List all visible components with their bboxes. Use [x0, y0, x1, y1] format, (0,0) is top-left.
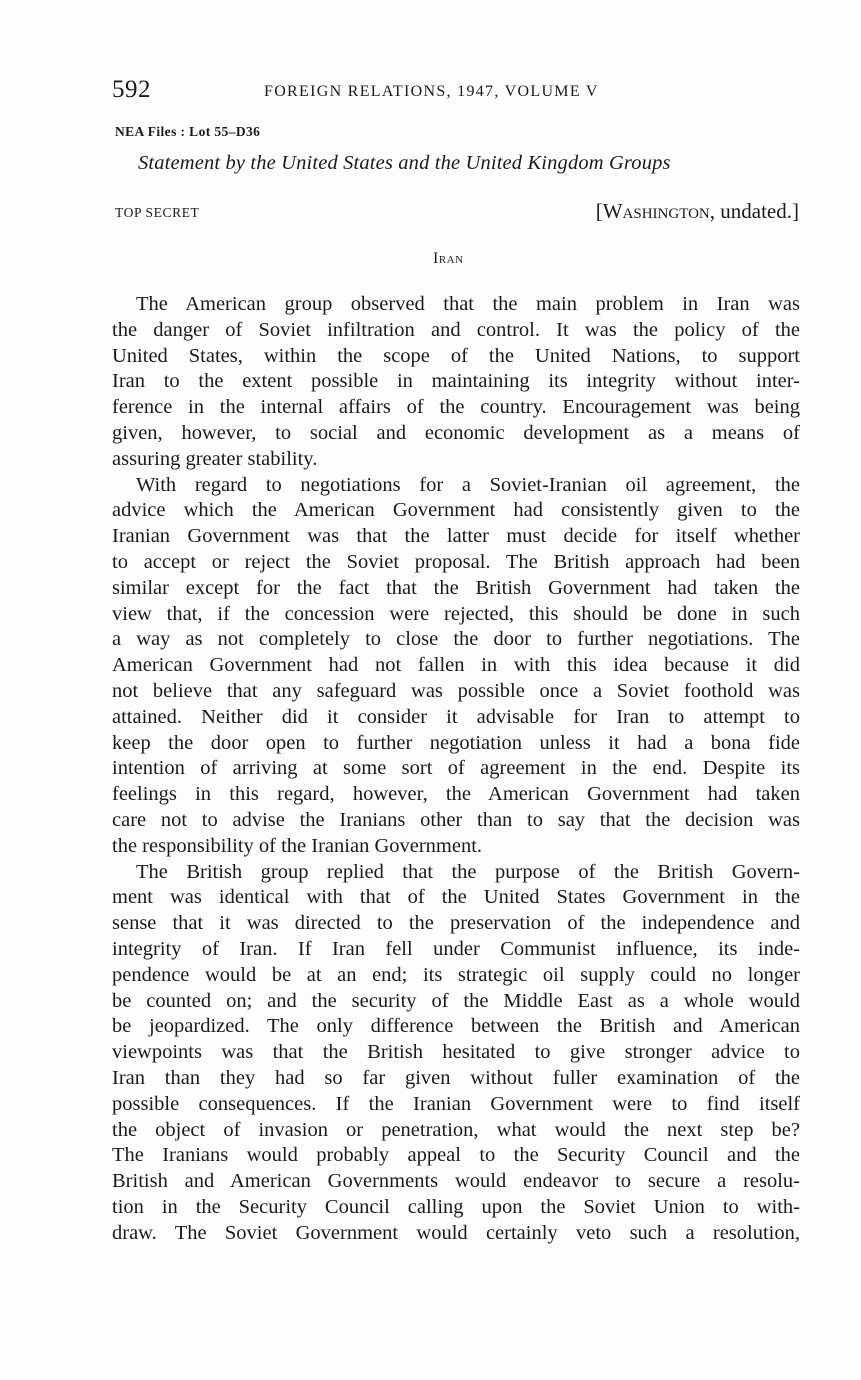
running-head: FOREIGN RELATIONS, 1947, VOLUME V	[264, 83, 599, 100]
body-text	[112, 292, 800, 1246]
paragraph-line: attained. Neither did it consider it advisable for Iran to attempt to	[112, 705, 800, 728]
paragraph-line: the object of invasion or penetration, what would the next step be?	[112, 1118, 800, 1141]
paragraph-line: Iran to the extent possible in maintaining its integrity without inter-	[112, 370, 800, 393]
paragraph-line: keep the door open to further negotiation unless it had a bona fide	[112, 731, 800, 754]
paragraph-line: British and American Governments would endeavor to secure a resolu-	[112, 1170, 800, 1193]
paragraph-line: the responsibility of the Iranian Government.	[112, 834, 483, 857]
paragraph-line: a way as not completely to close the door to further negotiations. The	[112, 628, 800, 651]
section-heading: Iran	[433, 250, 464, 267]
paragraph-line: draw. The Soviet Government would certainly veto such a resolution,	[112, 1221, 800, 1244]
paragraph-line: similar except for the fact that the British Government had taken the	[112, 576, 800, 599]
paragraph-line: American Government had not fallen in with this idea because it did	[112, 654, 800, 677]
classification-label: TOP SECRET	[115, 205, 200, 220]
paragraph-line: be jeopardized. The only difference between the British and American	[112, 1015, 800, 1038]
paragraph-line: not believe that any safeguard was possible once a Soviet foothold was	[112, 679, 800, 702]
paragraph-line: The British group replied that the purpose of the British Govern-	[136, 860, 800, 883]
paragraph-line: United States, within the scope of the United Nations, to support	[112, 344, 800, 367]
paragraph-line: advice which the American Government had consistently given to the	[112, 499, 800, 522]
paragraph-line: possible consequences. If the Iranian Government were to find itself	[112, 1092, 800, 1115]
document-title: Statement by the United States and the United Kingdom Groups	[138, 152, 671, 174]
paragraph-line: given, however, to social and economic development as a means of	[112, 421, 800, 444]
dateline-place: Washington	[602, 199, 710, 223]
page-header	[112, 76, 802, 112]
paragraph-line: pendence would be at an end; its strategic oil supply could no longer	[112, 963, 800, 986]
paragraph-line: intention of arriving at some sort of agreement in the end. Despite its	[112, 757, 800, 780]
paragraph-line: viewpoints was that the British hesitated to give stronger advice to	[112, 1041, 800, 1064]
paragraph-line: care not to advise the Iranians other than to say that the decision was	[112, 808, 800, 831]
paragraph-line: sense that it was directed to the preservation of the independence and	[112, 912, 800, 935]
page-number: 592	[112, 76, 151, 103]
paragraph-line: The Iranians would probably appeal to the Security Council and the	[112, 1144, 800, 1167]
dateline-rest: , undated.]	[709, 199, 799, 223]
paragraph-line: With regard to negotiations for a Soviet-Iranian oil agreement, the	[136, 473, 800, 496]
paragraph-line: ference in the internal affairs of the country. Encouragement was being	[112, 396, 800, 419]
file-reference: NEA Files : Lot 55–D36	[115, 124, 261, 139]
paragraph-line: integrity of Iran. If Iran fell under Communist influence, its inde-	[112, 937, 800, 960]
paragraph-line: view that, if the concession were rejected, this should be done in such	[112, 602, 800, 625]
paragraph-line: Iran than they had so far given without fuller examination of the	[112, 1066, 800, 1089]
dateline-open: [	[595, 199, 603, 223]
paragraph-line: to accept or reject the Soviet proposal. The British approach had been	[112, 550, 800, 573]
paragraph-line: feelings in this regard, however, the American Government had taken	[112, 783, 800, 806]
paragraph-line: be counted on; and the security of the Middle East as a whole would	[112, 989, 800, 1012]
paragraph-line: tion in the Security Council calling upon the Soviet Union to with-	[112, 1195, 800, 1218]
paragraph-line: Iranian Government was that the latter must decide for itself whether	[112, 525, 800, 548]
paragraph-line: ment was identical with that of the United States Government in the	[112, 886, 800, 909]
dateline	[596, 199, 799, 224]
paragraph-line: the danger of Soviet infiltration and control. It was the policy of the	[112, 318, 800, 341]
paragraph-line: assuring greater stability.	[112, 447, 318, 470]
paragraph-line: The American group observed that the main problem in Iran was	[136, 293, 800, 315]
